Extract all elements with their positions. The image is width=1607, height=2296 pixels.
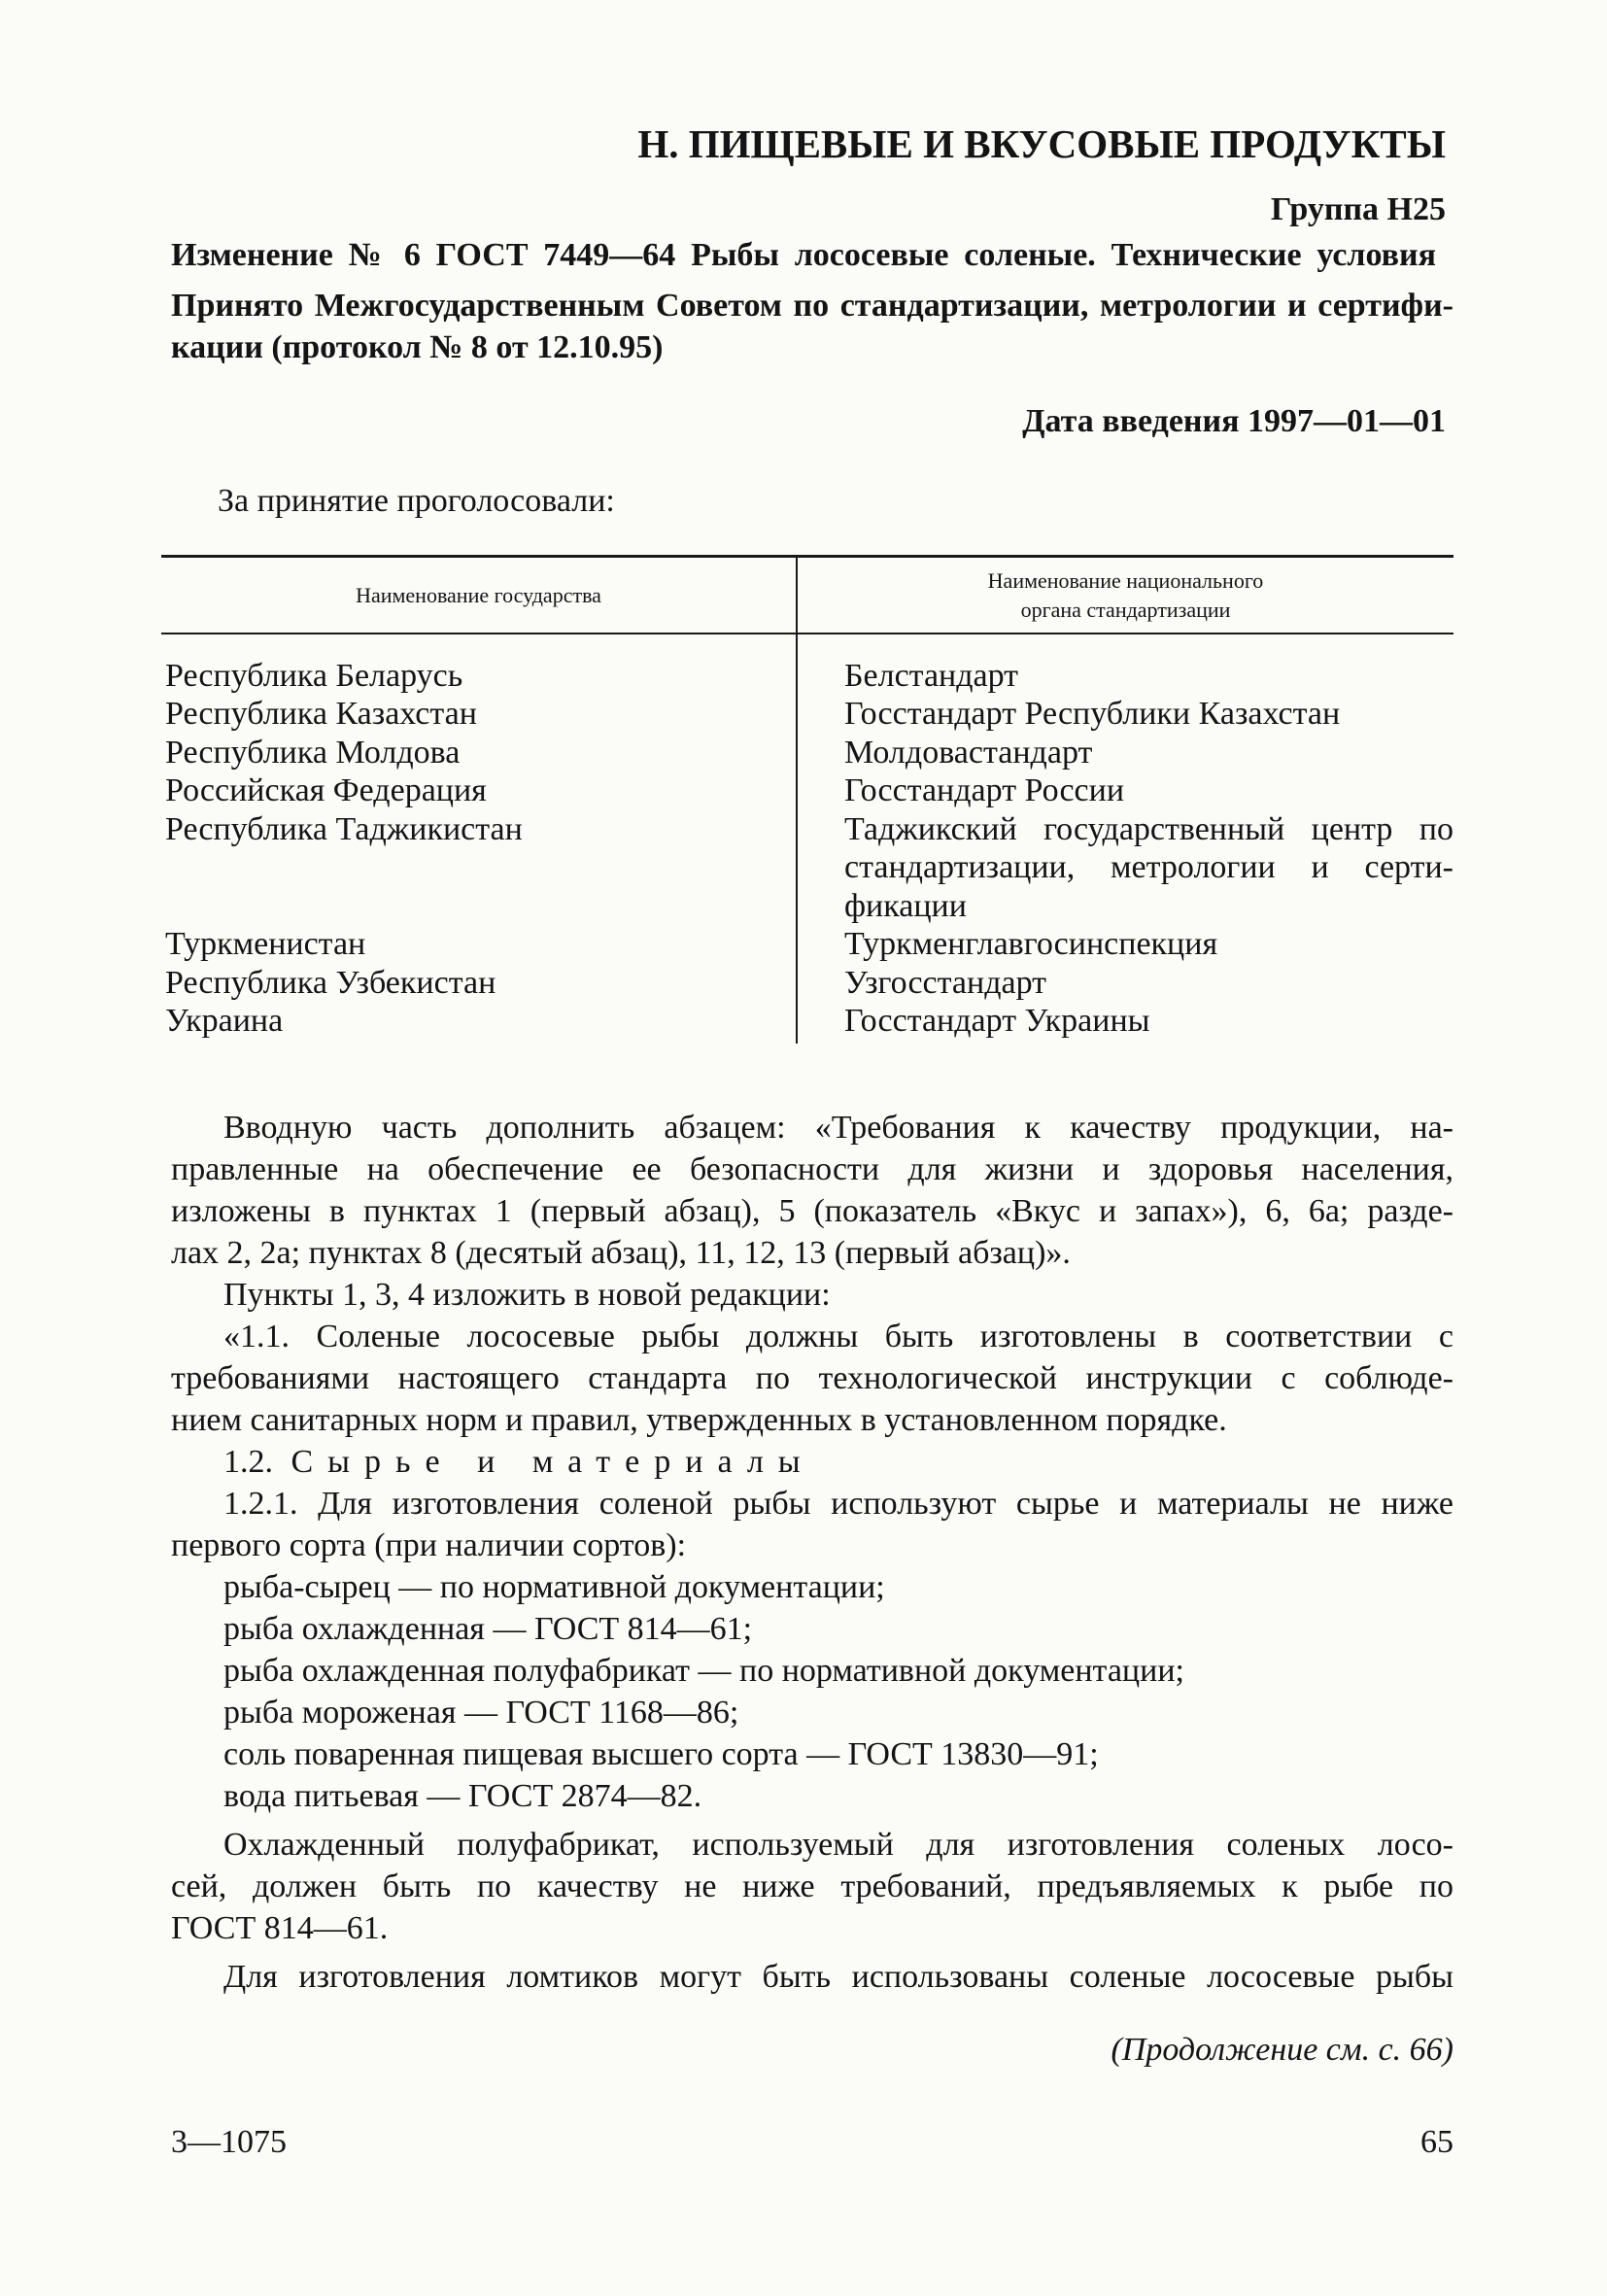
list-item: рыба-сырец — по нормативной документации; xyxy=(223,1569,885,1605)
table-row-body: Белстандарт xyxy=(844,658,1019,694)
adopted-line-1: Принято Межгосударственным Советом по стандартизации, метрологии и сертифи- xyxy=(171,288,1453,324)
table-row-body: стандартизации, метрологии и серти- xyxy=(844,849,1453,885)
table-row-body: Госстандарт Республики Казахстан xyxy=(844,696,1341,732)
group-label: Группа Н25 xyxy=(1270,191,1446,227)
table-column-divider xyxy=(796,558,798,1044)
table-row-state: Российская Федерация xyxy=(165,772,487,808)
table-row-state: Украина xyxy=(165,1003,284,1039)
effective-date: Дата введения 1997—01—01 xyxy=(1022,403,1446,439)
table-col-header-body: Наименование национального органа стандартизации xyxy=(987,568,1264,622)
continuation-note: (Продолжение см. с. 66) xyxy=(1111,2032,1453,2068)
page-number: 65 xyxy=(1420,2124,1453,2160)
table-row-body: Молдовастандарт xyxy=(844,735,1093,771)
table-row-body: Таджикский государственный центр по xyxy=(844,811,1453,847)
table-row-body: Туркменглавгосинспекция xyxy=(844,926,1218,962)
list-item: соль поваренная пищевая высшего сорта — ГОСТ 13830—91; xyxy=(223,1736,1099,1772)
table-top-rule xyxy=(161,555,1453,558)
table-row-state: Туркменистан xyxy=(165,926,366,962)
voted-intro: За принятие проголосовали: xyxy=(218,483,615,519)
list-item: рыба охлажденная полуфабрикат — по нормативной документации; xyxy=(223,1653,1184,1689)
table-row-state: Республика Казахстан xyxy=(165,696,477,732)
adopted-line-2: кации (протокол № 8 от 12.10.95) xyxy=(171,329,664,365)
table-row-body: Узгосстандарт xyxy=(844,965,1047,1001)
amendment-title: Изменение № 6 ГОСТ 7449—64 Рыбы лососевые соленые. Технические условия xyxy=(171,237,1436,273)
table-row-state: Республика Беларусь xyxy=(165,658,463,694)
paragraph-points-new-edition: Пункты 1, 3, 4 изложить в новой редакции: xyxy=(223,1277,831,1313)
list-item: вода питьевая — ГОСТ 2874—82. xyxy=(223,1778,702,1814)
table-row-state: Республика Таджикистан xyxy=(165,811,523,847)
table-header-rule xyxy=(161,633,1453,634)
section-title: Н. ПИЩЕВЫЕ И ВКУСОВЫЕ ПРОДУКТЫ xyxy=(637,121,1446,166)
print-code: 3—1075 xyxy=(171,2124,287,2160)
table-row-state: Республика Узбекистан xyxy=(165,965,496,1001)
table-row-body: Госстандарт России xyxy=(844,772,1125,808)
table-row-state: Республика Молдова xyxy=(165,735,461,771)
list-item: рыба охлажденная — ГОСТ 814—61; xyxy=(223,1611,753,1647)
table-row-body: Госстандарт Украины xyxy=(844,1003,1150,1039)
list-item: рыба мороженая — ГОСТ 1168—86; xyxy=(223,1695,739,1731)
paragraph-slices: Для изготовления ломтиков могут быть использованы соленые лососевые рыбы xyxy=(223,1959,1453,1995)
section-1-2-heading: 1.2. Сырье и материалы xyxy=(223,1444,815,1480)
table-col-header-state: Наименование государства xyxy=(356,583,601,607)
table-row-body: фикации xyxy=(844,888,967,924)
